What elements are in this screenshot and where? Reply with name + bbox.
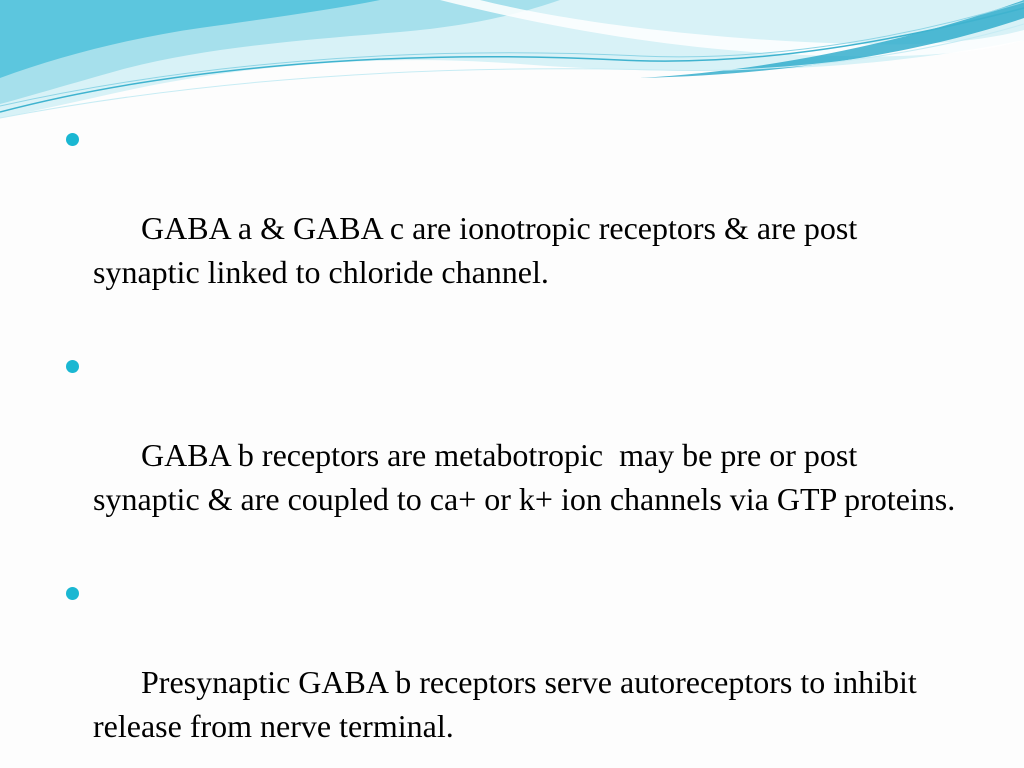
bullet-list bbox=[64, 118, 964, 768]
bullet-dot-icon bbox=[66, 360, 79, 373]
bullet-item bbox=[64, 345, 964, 565]
bullet-dot-icon bbox=[66, 587, 79, 600]
bullet-text: GABA a & GABA c are ionotropic receptors & are post synaptic linked to chloride channel. bbox=[93, 210, 866, 290]
bullet-text: GABA b receptors are metabotropic may be pre or post synaptic & are coupled to ca+ or k+ ion channels via GTP proteins. bbox=[93, 437, 956, 517]
bullet-text: Presynaptic GABA b receptors serve autoreceptors to inhibit release from nerve terminal. bbox=[93, 664, 933, 744]
bullet-dot-icon bbox=[66, 133, 79, 146]
bullet-item bbox=[64, 572, 964, 768]
header-wave-decoration bbox=[0, 0, 1024, 130]
bullet-item bbox=[64, 118, 964, 338]
